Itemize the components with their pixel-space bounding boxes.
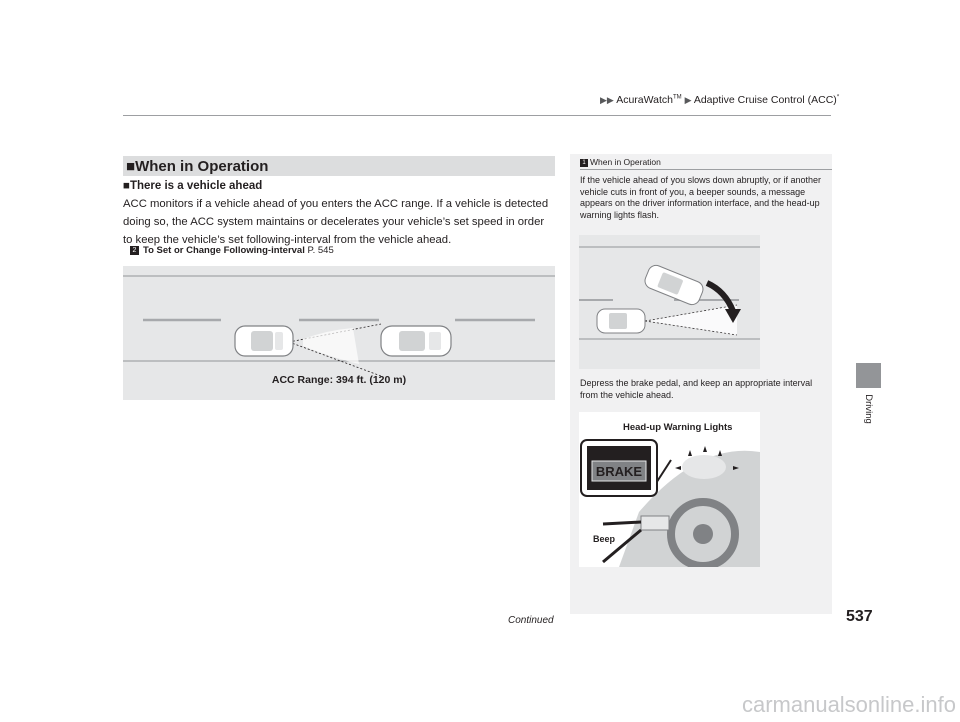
trademark-mark: TM [672,94,682,101]
continued-label: Continued [508,615,554,626]
cross-reference-link[interactable]: 2 To Set or Change Following-interval P. 545 [130,245,334,256]
option-asterisk: * [836,94,840,101]
chapter-tab-label: Driving [863,394,874,424]
chevron-right-icon: ▶▶ [600,95,614,105]
sidebar-divider [580,169,832,170]
vehicle-ahead-icon [381,326,451,356]
body-paragraph: ACC monitors if a vehicle ahead of you enters the ACC range. If a vehicle is detected doing so, the ACC system maintains or decelerates your vehicle’s set speed in order to keep the vehicle’s set following-interval from the vehicle ahead. [123,198,549,246]
sidebar-title: 1 When in Operation [580,157,661,167]
chapter-tab-marker [856,363,881,388]
head-up-warning-lights-label: Head-up Warning Lights [623,422,733,433]
breadcrumb [600,94,839,106]
acc-range-caption: ACC Range: 394 ft. (120 m) [271,374,407,386]
chevron-right-icon: ▶ [684,95,692,105]
sidebar-paragraph-2: Depress the brake pedal, and keep an appropriate interval from the vehicle ahead. [580,378,813,400]
brake-message-text: BRAKE [595,464,643,479]
beep-label: Beep [593,534,616,544]
watermark: carmanualsonline.info [741,692,956,717]
subheading: ■There is a vehicle ahead [123,180,263,192]
breadcrumb-item-acc[interactable]: Adaptive Cruise Control (ACC) [693,94,837,106]
own-vehicle-icon [597,309,645,333]
warning-light-glow [682,455,726,479]
note-icon: 1 [580,159,588,167]
page-number: 537 [846,608,873,625]
own-vehicle-icon [235,326,293,356]
cut-in-diagram [579,235,760,369]
header-divider [123,115,831,116]
section-title: ■When in Operation [126,158,269,175]
breadcrumb-item-acurawatch[interactable]: AcuraWatch [616,94,673,106]
cut-in-illustration [579,235,760,369]
sidebar-paragraph-1: If the vehicle ahead of you slows down abruptly, or if another vehicle cuts in front of you, a beeper sounds, a message appears on the driver information interface, and the head-up warning lights flash. [580,175,821,220]
reference-arrow-icon: 2 [130,246,139,255]
